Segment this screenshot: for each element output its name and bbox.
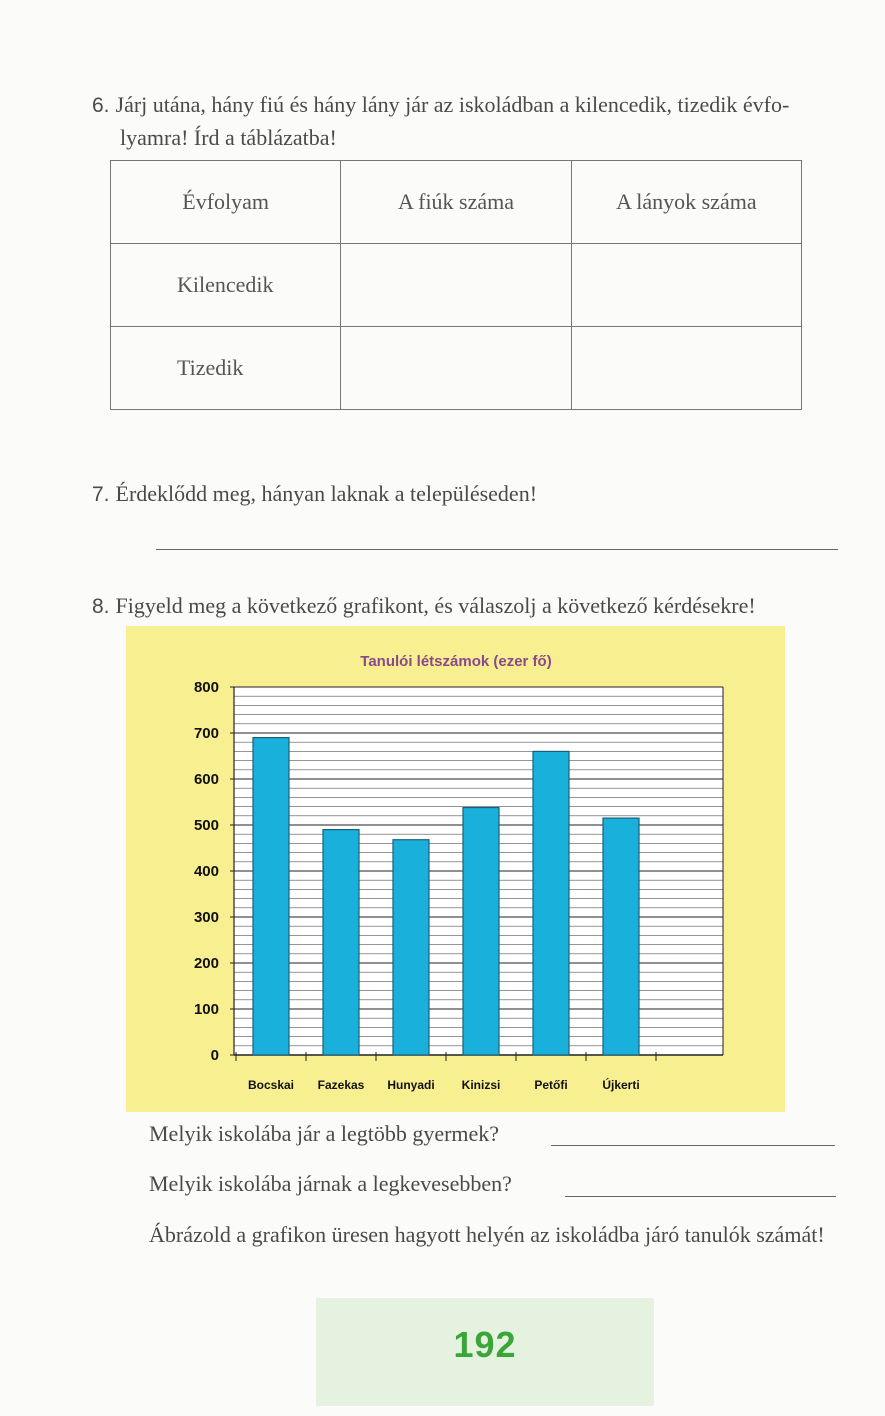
row-label: Tizedik (111, 327, 341, 410)
y-tick-label: 800 (193, 679, 219, 696)
question-number: 6. (92, 94, 110, 117)
table-header: A lányok száma (571, 161, 801, 244)
table-header-row (111, 161, 802, 244)
x-tick-label: Újkerti (602, 1078, 640, 1092)
y-tick-label: 400 (193, 863, 219, 880)
table-row (111, 327, 802, 410)
x-tick-label: Petőfi (534, 1078, 568, 1092)
chart-title: Tanulói létszámok (ezer fő) (360, 653, 552, 670)
bar-chart (126, 626, 785, 1112)
table-header: Évfolyam (111, 161, 341, 244)
question-6 (92, 89, 852, 154)
question-text-continued: lyamra! Írd a táblázatba! (120, 125, 337, 150)
row-label: Kilencedik (111, 244, 341, 327)
bar-petőfi (533, 751, 569, 1055)
question-text: Járj utána, hány fiú és hány lány jár az iskoládban a kilencedik, tizedik évfo- (115, 92, 790, 117)
question-text: Érdeklődd meg, hányan laknak a településeden! (115, 481, 538, 506)
question-number: 7. (92, 483, 110, 506)
answer-line[interactable] (156, 549, 838, 550)
x-tick-label: Kinizsi (461, 1078, 501, 1092)
question-7 (92, 478, 537, 511)
chart-panel (126, 626, 785, 1112)
bar-újkerti (603, 818, 639, 1055)
answer-line[interactable] (565, 1196, 836, 1197)
bar-kinizsi (463, 808, 499, 1055)
question-number: 8. (92, 595, 110, 618)
boys-count-cell[interactable] (341, 244, 571, 327)
y-tick-label: 100 (193, 1001, 219, 1018)
boys-count-cell[interactable] (341, 327, 571, 410)
bar-fazekas (323, 830, 359, 1055)
y-tick-label: 0 (210, 1047, 219, 1064)
y-tick-label: 500 (193, 817, 219, 834)
bar-hunyadi (393, 840, 429, 1055)
question-text: Figyeld meg a következő grafikont, és válaszolj a következő kérdésekre! (115, 593, 756, 618)
question-least-students: Melyik iskolába járnak a legkevesebben? (149, 1171, 512, 1196)
y-tick-label: 600 (193, 771, 219, 788)
page-number-box (316, 1298, 654, 1406)
girls-count-cell[interactable] (571, 327, 801, 410)
y-tick-label: 300 (193, 909, 219, 926)
girls-count-cell[interactable] (571, 244, 801, 327)
question-most-students: Melyik iskolába jár a legtöbb gyermek? (149, 1121, 500, 1146)
grade-table (110, 160, 802, 410)
table-header: A fiúk száma (341, 161, 571, 244)
page-number: 192 (453, 1324, 517, 1365)
answer-line[interactable] (551, 1145, 835, 1146)
question-8 (92, 590, 756, 623)
x-tick-label: Bocskai (247, 1078, 295, 1092)
bar-bocskai (253, 738, 289, 1055)
y-tick-label: 700 (193, 725, 219, 742)
x-tick-label: Hunyadi (387, 1078, 435, 1092)
drawing-instruction: Ábrázold a grafikon üresen hagyott helyén az iskoládba járó tanulók számát! (149, 1222, 825, 1247)
y-tick-label: 200 (193, 955, 219, 972)
table-row (111, 244, 802, 327)
x-tick-label: Fazekas (317, 1078, 365, 1092)
